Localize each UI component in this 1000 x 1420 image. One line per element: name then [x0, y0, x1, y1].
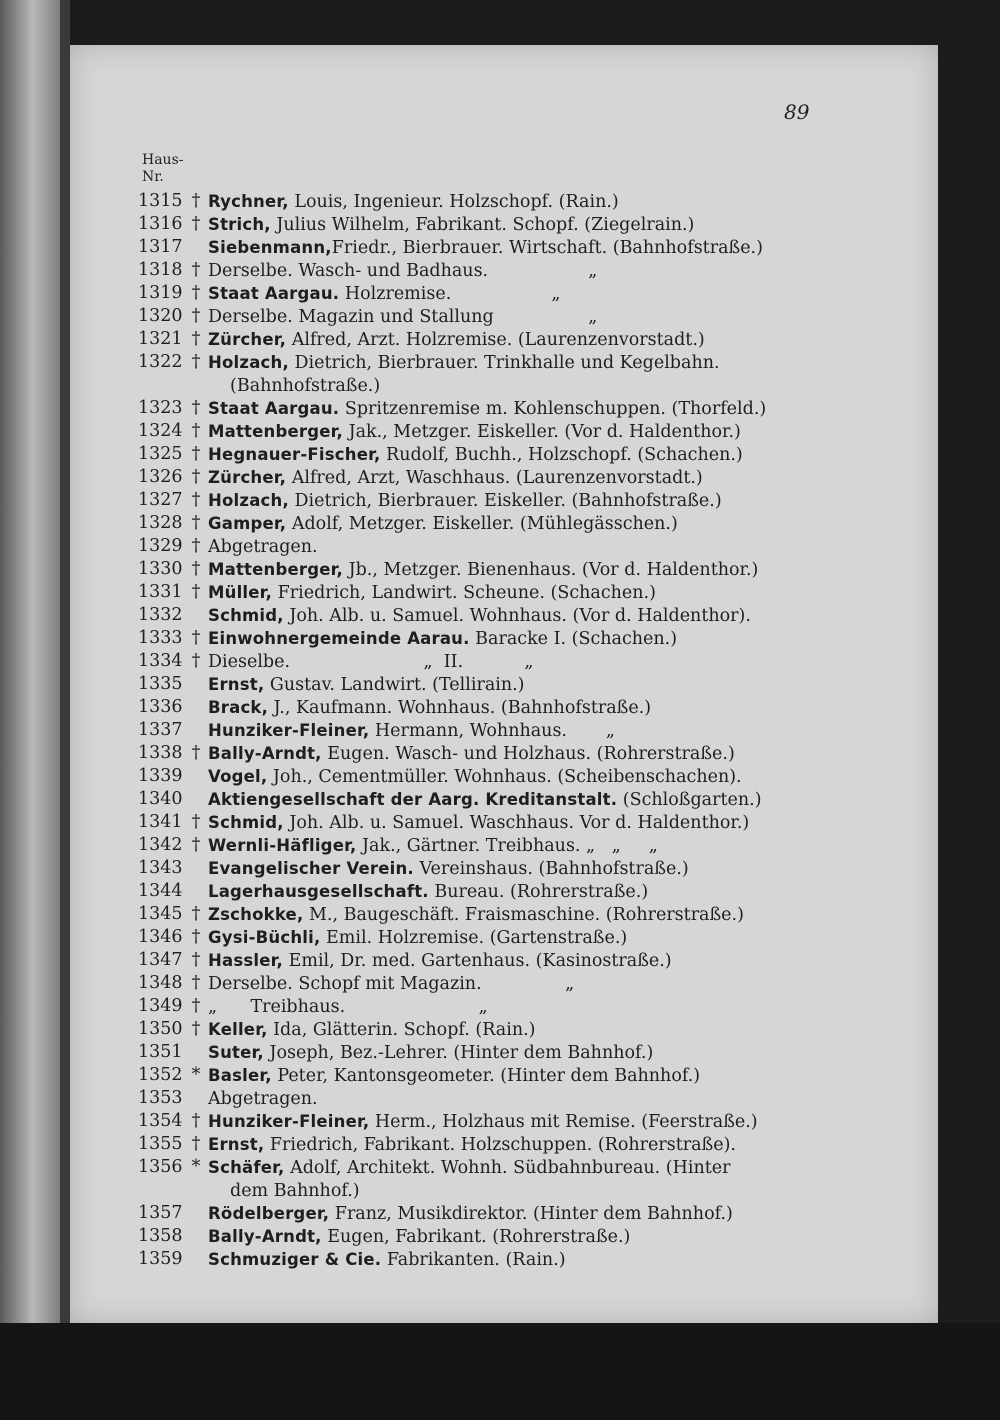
- house-number: 1348: [138, 973, 183, 993]
- entry-text: [208, 1156, 820, 1203]
- list-item: [138, 213, 818, 236]
- list-item: [138, 1110, 818, 1133]
- entry-mark: †: [191, 743, 201, 763]
- owner-name: Bally-Arndt,: [208, 1227, 322, 1246]
- entry-description: Herm., Holzhaus mit Remise. (Feerstraße.): [369, 1112, 758, 1132]
- owner-name: Lagerhausgesellschaft.: [208, 882, 429, 901]
- list-item: [138, 834, 818, 857]
- house-number: 1332: [138, 605, 183, 625]
- list-item: [138, 926, 818, 949]
- entry-text: [208, 213, 820, 237]
- entry-text: [208, 259, 820, 283]
- entry-description: Franz, Musikdirektor. (Hinter dem Bahnhof.): [329, 1204, 733, 1224]
- owner-name: Ernst,: [208, 1135, 265, 1154]
- owner-name: Aktiengesellschaft der Aarg. Kreditanstalt.: [208, 790, 618, 809]
- owner-name: Einwohnergemeinde Aarau.: [208, 629, 470, 648]
- entry-description: Bureau. (Rohrerstraße.): [428, 882, 649, 902]
- entry-description: Vereinshaus. (Bahnhofstraße.): [413, 859, 689, 879]
- list-item: [138, 282, 818, 305]
- entry-description: Friedr., Bierbrauer. Wirtschaft. (Bahnhofstraße.): [331, 238, 763, 258]
- entry-text: [208, 650, 820, 674]
- entry-continuation: dem Bahnhof.): [230, 1181, 360, 1201]
- house-number: 1343: [138, 858, 183, 878]
- owner-name: Mattenberger,: [208, 422, 343, 441]
- entry-text: [208, 1064, 820, 1088]
- entry-text: [208, 719, 820, 743]
- house-number: 1319: [138, 283, 183, 303]
- entry-text: [208, 351, 820, 398]
- owner-name: Vogel,: [208, 767, 268, 786]
- entry-text: [208, 995, 820, 1019]
- list-item: [138, 397, 818, 420]
- house-number: 1317: [138, 237, 183, 257]
- entry-text: [208, 788, 820, 812]
- house-number: 1347: [138, 950, 183, 970]
- entry-description: Emil. Holzremise. (Gartenstraße.): [320, 928, 628, 948]
- entry-mark: †: [191, 467, 201, 487]
- house-number: 1354: [138, 1111, 183, 1131]
- page-number: 89: [784, 100, 810, 124]
- owner-name: Ernst,: [208, 675, 265, 694]
- list-item: [138, 512, 818, 535]
- entry-mark: †: [191, 1134, 201, 1154]
- entry-mark: †: [191, 1111, 201, 1131]
- owner-name: Keller,: [208, 1020, 268, 1039]
- list-item: [138, 1064, 818, 1087]
- house-number: 1330: [138, 559, 183, 579]
- entry-text: [208, 880, 820, 904]
- owner-name: Zschokke,: [208, 905, 304, 924]
- house-number: 1333: [138, 628, 183, 648]
- owner-name: Bally-Arndt,: [208, 744, 322, 763]
- entry-text: [208, 420, 820, 444]
- list-item: [138, 259, 818, 282]
- entry-mark: †: [191, 628, 201, 648]
- owner-name: Strich,: [208, 215, 271, 234]
- list-item: [138, 719, 818, 742]
- entry-description: M., Baugeschäft. Fraismaschine. (Rohrerstraße.): [303, 905, 744, 925]
- entry-text: [208, 1087, 820, 1111]
- house-number: 1336: [138, 697, 183, 717]
- house-number: 1339: [138, 766, 183, 786]
- entry-description: Fabrikanten. (Rain.): [381, 1250, 566, 1270]
- entry-text: [208, 903, 820, 927]
- entry-text: [208, 604, 820, 628]
- entry-text: [208, 949, 820, 973]
- owner-name: Wernli-Häfliger,: [208, 836, 357, 855]
- entry-mark: †: [191, 260, 201, 280]
- entry-text: [208, 581, 820, 605]
- house-number: 1344: [138, 881, 183, 901]
- entry-description: Alfred, Arzt. Holzremise. (Laurenzenvorstadt.): [286, 330, 705, 350]
- list-item: [138, 581, 818, 604]
- entry-mark: †: [191, 329, 201, 349]
- entry-text: [208, 1133, 820, 1157]
- list-item: [138, 305, 818, 328]
- entry-text: [208, 558, 820, 582]
- house-number: 1326: [138, 467, 183, 487]
- list-item: [138, 857, 818, 880]
- column-header-line2: Nr.: [142, 169, 164, 185]
- entry-mark: †: [191, 536, 201, 556]
- entry-description: Joh. Alb. u. Samuel. Waschhaus. Vor d. Haldenthor.): [283, 813, 750, 833]
- entry-description: Alfred, Arzt, Waschhaus. (Laurenzenvorstadt.): [286, 468, 703, 488]
- entry-text: [208, 466, 820, 490]
- entry-mark: †: [191, 812, 201, 832]
- entry-mark: †: [191, 973, 201, 993]
- owner-name: Schmid,: [208, 813, 284, 832]
- entry-description: Adolf, Metzger. Eiskeller. (Mühlegässchen.): [286, 514, 678, 534]
- book-gutter: [60, 0, 70, 1420]
- entry-mark: †: [191, 283, 201, 303]
- house-number: 1346: [138, 927, 183, 947]
- entry-mark: †: [191, 1019, 201, 1039]
- entry-text: [208, 535, 820, 559]
- entry-text: [208, 1202, 820, 1226]
- entry-mark: †: [191, 421, 201, 441]
- entry-text: [208, 1110, 820, 1134]
- entry-description: Eugen, Fabrikant. (Rohrerstraße.): [321, 1227, 631, 1247]
- entry-mark: †: [191, 490, 201, 510]
- list-item: [138, 1133, 818, 1156]
- entry-description: Hermann, Wohnhaus. „: [369, 721, 616, 741]
- house-number: 1341: [138, 812, 183, 832]
- entry-mark: †: [191, 835, 201, 855]
- owner-name: Staat Aargau.: [208, 284, 340, 303]
- owner-name: Gysi-Büchli,: [208, 928, 321, 947]
- entry-description: Derselbe. Wasch- und Badhaus. „: [208, 261, 598, 281]
- list-item: [138, 466, 818, 489]
- entry-description: Dieselbe. „ II. „: [208, 652, 534, 672]
- list-item: [138, 1018, 818, 1041]
- house-number: 1349: [138, 996, 183, 1016]
- list-item: [138, 650, 818, 673]
- entry-text: [208, 190, 820, 214]
- list-item: [138, 673, 818, 696]
- entry-description: Abgetragen.: [208, 537, 318, 557]
- column-header-line1: Haus-: [142, 152, 184, 168]
- entry-text: [208, 489, 820, 513]
- entry-mark: †: [191, 444, 201, 464]
- owner-name: Schmid,: [208, 606, 284, 625]
- list-item: [138, 811, 818, 834]
- entry-mark: †: [191, 950, 201, 970]
- entry-text: [208, 742, 820, 766]
- owner-name: Basler,: [208, 1066, 272, 1085]
- entry-description: „ Treibhaus. „: [208, 997, 488, 1017]
- entry-mark: *: [191, 1157, 201, 1177]
- entry-mark: †: [191, 306, 201, 326]
- entry-description: Gustav. Landwirt. (Tellirain.): [264, 675, 525, 695]
- entry-description: Rudolf, Buchh., Holzschopf. (Schachen.): [380, 445, 743, 465]
- entry-mark: †: [191, 582, 201, 602]
- owner-name: Rödelberger,: [208, 1204, 330, 1223]
- entry-mark: †: [191, 513, 201, 533]
- entry-text: [208, 627, 820, 651]
- owner-name: Schäfer,: [208, 1158, 285, 1177]
- house-number: 1351: [138, 1042, 183, 1062]
- owner-name: Staat Aargau.: [208, 399, 340, 418]
- owner-name: Gamper,: [208, 514, 287, 533]
- list-item: [138, 535, 818, 558]
- entry-text: [208, 282, 820, 306]
- column-header: [142, 152, 184, 186]
- list-item: [138, 972, 818, 995]
- house-number: 1327: [138, 490, 183, 510]
- entry-text: [208, 236, 820, 260]
- entry-description: Joseph, Bez.-Lehrer. (Hinter dem Bahnhof.): [263, 1043, 654, 1063]
- entry-text: [208, 443, 820, 467]
- list-item: [138, 1156, 818, 1202]
- entry-description: Dietrich, Bierbrauer. Eiskeller. (Bahnhofstraße.): [288, 491, 722, 511]
- house-number: 1357: [138, 1203, 183, 1223]
- house-number: 1352: [138, 1065, 183, 1085]
- house-number: 1358: [138, 1226, 183, 1246]
- entry-mark: †: [191, 927, 201, 947]
- list-item: [138, 880, 818, 903]
- owner-name: Zürcher,: [208, 468, 287, 487]
- house-number: 1338: [138, 743, 183, 763]
- owner-name: Hunziker-Fleiner,: [208, 721, 370, 740]
- house-number: 1335: [138, 674, 183, 694]
- list-item: [138, 489, 818, 512]
- list-item: [138, 995, 818, 1018]
- entry-text: [208, 1018, 820, 1042]
- owner-name: Rychner,: [208, 192, 289, 211]
- entry-text: [208, 696, 820, 720]
- entry-description: Jak., Gärtner. Treibhaus. „ „ „: [356, 836, 658, 856]
- list-item: [138, 236, 818, 259]
- owner-name: Holzach,: [208, 353, 289, 372]
- house-number: 1337: [138, 720, 183, 740]
- owner-name: Evangelischer Verein.: [208, 859, 414, 878]
- entry-mark: †: [191, 904, 201, 924]
- entry-description: Adolf, Architekt. Wohnh. Südbahnbureau. (Hinter: [284, 1158, 731, 1178]
- owner-name: Brack,: [208, 698, 269, 717]
- house-number: 1324: [138, 421, 183, 441]
- entry-continuation: (Bahnhofstraße.): [230, 376, 381, 396]
- house-number: 1355: [138, 1134, 183, 1154]
- house-number: 1334: [138, 651, 183, 671]
- house-number: 1328: [138, 513, 183, 533]
- list-item: [138, 558, 818, 581]
- list-item: [138, 420, 818, 443]
- entry-mark: †: [191, 651, 201, 671]
- entry-mark: †: [191, 191, 201, 211]
- owner-name: Siebenmann,: [208, 238, 332, 257]
- entry-list: [138, 190, 818, 1271]
- entry-description: Friedrich, Fabrikant. Holzschuppen. (Rohrerstraße).: [264, 1135, 736, 1155]
- entry-text: [208, 811, 820, 835]
- list-item: [138, 1225, 818, 1248]
- entry-text: [208, 328, 820, 352]
- entry-mark: †: [191, 559, 201, 579]
- entry-text: [208, 765, 820, 789]
- entry-text: [208, 1225, 820, 1249]
- entry-mark: †: [191, 996, 201, 1016]
- entry-description: Baracke I. (Schachen.): [469, 629, 678, 649]
- list-item: [138, 1248, 818, 1271]
- entry-text: [208, 673, 820, 697]
- list-item: [138, 627, 818, 650]
- entry-mark: †: [191, 398, 201, 418]
- entry-description: Louis, Ingenieur. Holzschopf. (Rain.): [288, 192, 619, 212]
- entry-description: Friedrich, Landwirt. Scheune. (Schachen.): [272, 583, 656, 603]
- list-item: [138, 1202, 818, 1225]
- entry-description: Derselbe. Magazin und Stallung „: [208, 307, 598, 327]
- entry-text: [208, 305, 820, 329]
- owner-name: Hunziker-Fleiner,: [208, 1112, 370, 1131]
- entry-description: Holzremise. „: [339, 284, 561, 304]
- house-number: 1325: [138, 444, 183, 464]
- house-number: 1345: [138, 904, 183, 924]
- list-item: [138, 949, 818, 972]
- entry-description: Dietrich, Bierbrauer. Trinkhalle und Kegelbahn.: [288, 353, 720, 373]
- list-item: [138, 351, 818, 397]
- house-number: 1340: [138, 789, 183, 809]
- house-number: 1315: [138, 191, 183, 211]
- entry-description: Spritzenremise m. Kohlenschuppen. (Thorfeld.): [339, 399, 767, 419]
- entry-text: [208, 1041, 820, 1065]
- entry-text: [208, 857, 820, 881]
- entry-mark: †: [191, 352, 201, 372]
- list-item: [138, 742, 818, 765]
- entry-text: [208, 834, 820, 858]
- list-item: [138, 1041, 818, 1064]
- scan-left-edge: [0, 0, 60, 1420]
- house-number: 1320: [138, 306, 183, 326]
- entry-description: Julius Wilhelm, Fabrikant. Schopf. (Ziegelrain.): [270, 215, 695, 235]
- entry-description: Abgetragen.: [208, 1089, 318, 1109]
- entry-description: Jak., Metzger. Eiskeller. (Vor d. Haldenthor.): [343, 422, 741, 442]
- house-number: 1342: [138, 835, 183, 855]
- list-item: [138, 1087, 818, 1110]
- entry-description: Joh., Cementmüller. Wohnhaus. (Scheibenschachen).: [267, 767, 742, 787]
- list-item: [138, 328, 818, 351]
- entry-description: Jb., Metzger. Bienenhaus. (Vor d. Haldenthor.): [343, 560, 759, 580]
- entry-description: Derselbe. Schopf mit Magazin. „: [208, 974, 575, 994]
- entry-text: [208, 972, 820, 996]
- entry-description: Joh. Alb. u. Samuel. Wohnhaus. (Vor d. Haldenthor).: [283, 606, 751, 626]
- house-number: 1359: [138, 1249, 183, 1269]
- entry-description: Ida, Glätterin. Schopf. (Rain.): [267, 1020, 536, 1040]
- list-item: [138, 604, 818, 627]
- list-item: [138, 765, 818, 788]
- entry-description: Eugen. Wasch- und Holzhaus. (Rohrerstraße.): [321, 744, 735, 764]
- entry-description: Emil, Dr. med. Gartenhaus. (Kasinostraße.): [283, 951, 672, 971]
- owner-name: Müller,: [208, 583, 273, 602]
- house-number: 1353: [138, 1088, 183, 1108]
- house-number: 1318: [138, 260, 183, 280]
- entry-text: [208, 512, 820, 536]
- entry-mark: †: [191, 214, 201, 234]
- list-item: [138, 190, 818, 213]
- owner-name: Hegnauer-Fischer,: [208, 445, 381, 464]
- list-item: [138, 443, 818, 466]
- entry-text: [208, 1248, 820, 1272]
- list-item: [138, 788, 818, 811]
- owner-name: Zürcher,: [208, 330, 287, 349]
- owner-name: Hassler,: [208, 951, 284, 970]
- entry-description: J., Kaufmann. Wohnhaus. (Bahnhofstraße.): [268, 698, 652, 718]
- house-number: 1356: [138, 1157, 183, 1177]
- house-number: 1321: [138, 329, 183, 349]
- owner-name: Schmuziger & Cie.: [208, 1250, 382, 1269]
- house-number: 1331: [138, 582, 183, 602]
- house-number: 1322: [138, 352, 183, 372]
- house-number: 1316: [138, 214, 183, 234]
- list-item: [138, 903, 818, 926]
- house-number: 1329: [138, 536, 183, 556]
- entry-description: Peter, Kantonsgeometer. (Hinter dem Bahnhof.): [271, 1066, 701, 1086]
- list-item: [138, 696, 818, 719]
- owner-name: Holzach,: [208, 491, 289, 510]
- entry-text: [208, 926, 820, 950]
- house-number: 1323: [138, 398, 183, 418]
- scan-bottom-edge: [0, 1323, 1000, 1420]
- entry-text: [208, 397, 820, 421]
- owner-name: Suter,: [208, 1043, 264, 1062]
- house-number: 1350: [138, 1019, 183, 1039]
- entry-mark: *: [191, 1065, 201, 1085]
- owner-name: Mattenberger,: [208, 560, 343, 579]
- entry-description: (Schloßgarten.): [617, 790, 762, 810]
